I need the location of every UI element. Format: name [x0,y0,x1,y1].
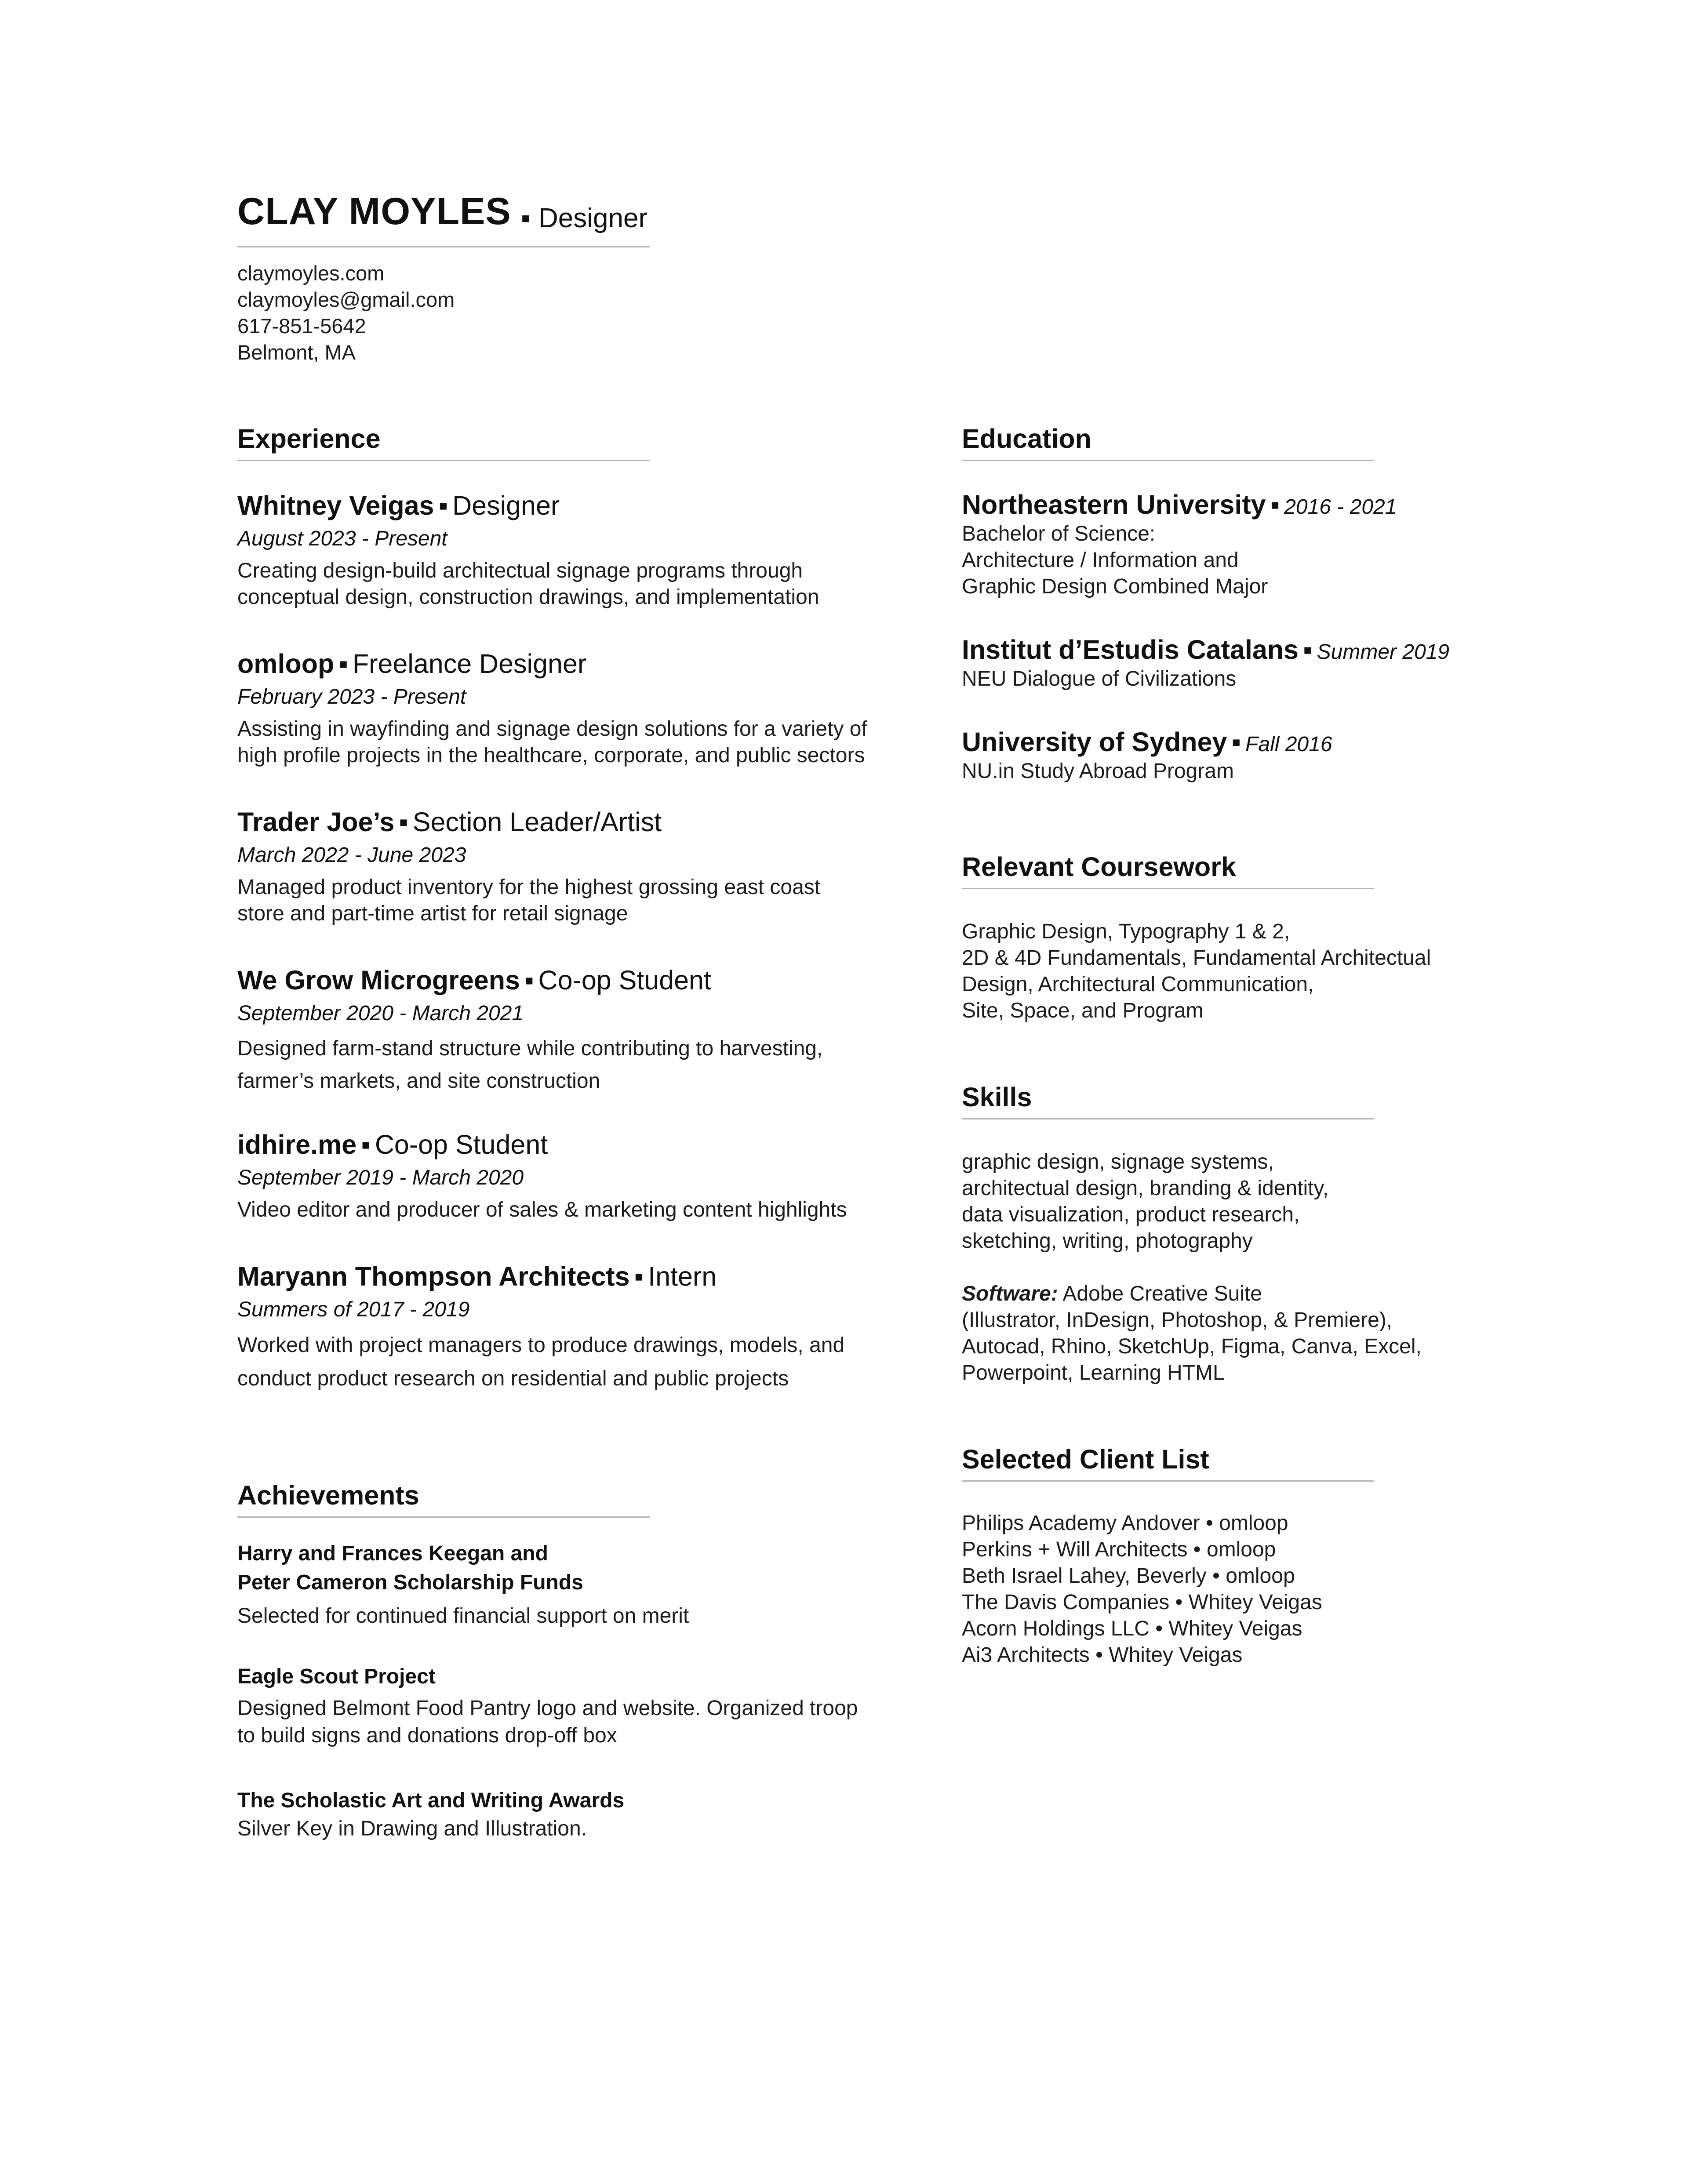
job-role: Freelance Designer [352,649,587,679]
list-line: architectual design, branding & identity, [962,1177,1329,1200]
achievement-desc [237,1695,897,1749]
desc-line: Creating design-build architectual signage programs through [237,559,803,582]
job-description [237,1329,897,1395]
job-role: Co-op Student [375,1130,548,1159]
coursework-heading: Relevant Coursework [962,852,1236,882]
job-description [237,1032,897,1097]
detail-line: NU.in Study Abroad Program [962,759,1234,783]
job-heading [237,648,897,680]
desc-line: Video editor and producer of sales & marketing content highlights [237,1198,847,1221]
achievement-title [237,1786,897,1815]
school-details [962,521,1397,600]
software-text: Adobe Creative Suite [1062,1282,1262,1305]
achievement-title [237,1539,897,1597]
list-line: Autocad, Rhino, SketchUp, Figma, Canva, Excel, [962,1335,1422,1358]
email-link[interactable]: claymoyles@gmail.com [237,288,455,311]
school-dates: Fall 2016 [1245,733,1332,756]
job-entry [237,1129,897,1223]
software-first-line [962,1281,1422,1307]
achievement-desc [237,1815,897,1842]
bullet-square: ▪ [524,965,534,995]
resume-role [521,205,648,232]
job-entry [237,1261,897,1395]
desc-line: Selected for continued financial support on merit [237,1604,689,1628]
job-heading [237,1261,897,1293]
desc-line: to build signs and donations drop-off box [237,1724,617,1747]
school-entry [962,489,1397,600]
list-line: sketching, writing, photography [962,1229,1253,1253]
coursework-list [962,919,1431,1024]
list-line: data visualization, product research, [962,1203,1300,1226]
school-heading [962,634,1449,666]
software-label: Software: [962,1282,1058,1305]
job-dates: September 2020 - March 2021 [237,1002,524,1025]
job-entry [237,490,897,611]
achievements-heading: Achievements [237,1480,419,1510]
school-entry [962,726,1332,785]
list-line: Philips Academy Andover • omloop [962,1512,1288,1535]
detail-line: NEU Dialogue of Civilizations [962,667,1237,691]
experience-heading: Experience [237,424,381,454]
list-line: (Illustrator, InDesign, Photoshop, & Premiere), [962,1308,1393,1332]
school-entry [962,634,1449,692]
job-heading [237,1129,897,1161]
desc-line: Worked with project managers to produce drawings, models, and [237,1333,845,1357]
job-entry [237,806,897,927]
achievement-item [237,1786,897,1842]
list-line: 2D & 4D Fundamentals, Fundamental Architectual [962,946,1431,970]
achievements-divider [237,1516,650,1518]
job-dates: August 2023 - Present [237,527,447,551]
job-heading [237,964,897,996]
list-line: Acorn Holdings LLC • Whitey Veigas [962,1617,1302,1640]
job-entry [237,964,897,1097]
job-heading [237,806,897,838]
clients-divider [962,1480,1374,1482]
school-dates: 2016 - 2021 [1284,495,1397,519]
school-heading [962,726,1332,758]
header-divider [237,246,650,247]
desc-line: conceptual design, construction drawings, and implementation [237,585,819,609]
list-line: Perkins + Will Architects • omloop [962,1538,1276,1561]
bullet-square: ▪ [1270,490,1280,520]
job-company: We Grow Microgreens [237,965,520,995]
school-details [962,758,1332,785]
job-description [237,1197,897,1223]
job-company: idhire.me [237,1130,357,1159]
detail-line: Bachelor of Science: [962,522,1156,546]
achievement-title [237,1662,897,1691]
desc-line: Silver Key in Drawing and Illustration. [237,1817,587,1840]
list-line: Ai3 Architects • Whitey Veigas [962,1643,1243,1667]
title-line: The Scholastic Art and Writing Awards [237,1789,625,1812]
job-role: Designer [452,491,560,520]
school-details [962,666,1449,692]
list-line: Design, Architectural Communication, [962,973,1314,996]
bullet-square: ▪ [634,1261,644,1291]
job-role: Section Leader/Artist [412,807,662,837]
list-line: graphic design, signage systems, [962,1150,1274,1174]
list-line: Site, Space, and Program [962,999,1204,1022]
title-line: Harry and Frances Keegan and [237,1542,548,1565]
skills-divider [962,1118,1374,1119]
job-role: Co-op Student [538,965,711,995]
education-heading: Education [962,424,1091,454]
desc-line: store and part-time artist for retail signage [237,901,628,925]
school-heading [962,489,1397,521]
contact-info [237,260,455,366]
bullet-square: ▪ [1231,727,1241,757]
job-description [237,874,897,927]
education-divider [962,460,1374,461]
job-entry [237,648,897,769]
desc-line: Managed product inventory for the highest grossing east coast [237,875,821,899]
bullet-square: ▪ [521,203,531,233]
job-company: Maryann Thompson Architects [237,1261,630,1291]
role-text: Designer [538,203,648,233]
bullet-square: ▪ [399,807,408,837]
website-link[interactable]: claymoyles.com [237,262,385,285]
school-name: University of Sydney [962,727,1227,757]
list-line: Beth Israel Lahey, Beverly • omloop [962,1564,1295,1588]
desc-line: farmer’s markets, and site construction [237,1069,600,1093]
job-description [237,558,897,611]
job-dates: September 2019 - March 2020 [237,1166,524,1190]
desc-line: Designed Belmont Food Pantry logo and website. Organized troop [237,1697,858,1720]
job-company: Trader Joe’s [237,807,395,837]
school-dates: Summer 2019 [1317,640,1450,664]
list-line: Graphic Design, Typography 1 & 2, [962,920,1290,943]
job-dates: Summers of 2017 - 2019 [237,1298,470,1322]
job-heading [237,490,897,522]
clients-list [962,1510,1322,1668]
school-name: Institut d’Estudis Catalans [962,635,1299,665]
phone-text: 617-851-5642 [237,314,366,338]
job-description [237,716,897,769]
clients-heading: Selected Client List [962,1444,1209,1474]
job-company: omloop [237,649,335,679]
resume-name: CLAY MOYLES [237,190,511,233]
coursework-divider [962,888,1374,889]
job-dates: March 2022 - June 2023 [237,843,466,867]
title-line: Eagle Scout Project [237,1665,436,1688]
job-dates: February 2023 - Present [237,685,466,709]
desc-line: high profile projects in the healthcare, corporate, and public sectors [237,743,865,767]
location-text: Belmont, MA [237,341,356,364]
detail-line: Graphic Design Combined Major [962,575,1268,599]
bullet-square: ▪ [338,649,348,679]
bullet-square: ▪ [361,1130,371,1159]
skills-heading: Skills [962,1082,1032,1112]
desc-line: conduct product research on residential and public projects [237,1366,789,1390]
detail-line: Architecture / Information and [962,549,1239,572]
bullet-square: ▪ [438,491,448,520]
bullet-square: ▪ [1303,635,1313,665]
title-line: Peter Cameron Scholarship Funds [237,1571,583,1594]
software-list [962,1281,1422,1386]
job-role: Intern [648,1261,717,1291]
job-company: Whitney Veigas [237,491,434,520]
achievement-item [237,1662,897,1749]
list-line: Powerpoint, Learning HTML [962,1361,1225,1385]
experience-divider [237,460,650,461]
achievement-desc [237,1603,897,1630]
desc-line: Designed farm-stand structure while contributing to harvesting, [237,1036,823,1060]
achievement-item [237,1539,897,1630]
school-name: Northeastern University [962,490,1266,520]
skills-list [962,1149,1328,1254]
desc-line: Assisting in wayfinding and signage design solutions for a variety of [237,717,867,741]
list-line: The Davis Companies • Whitey Veigas [962,1591,1322,1614]
